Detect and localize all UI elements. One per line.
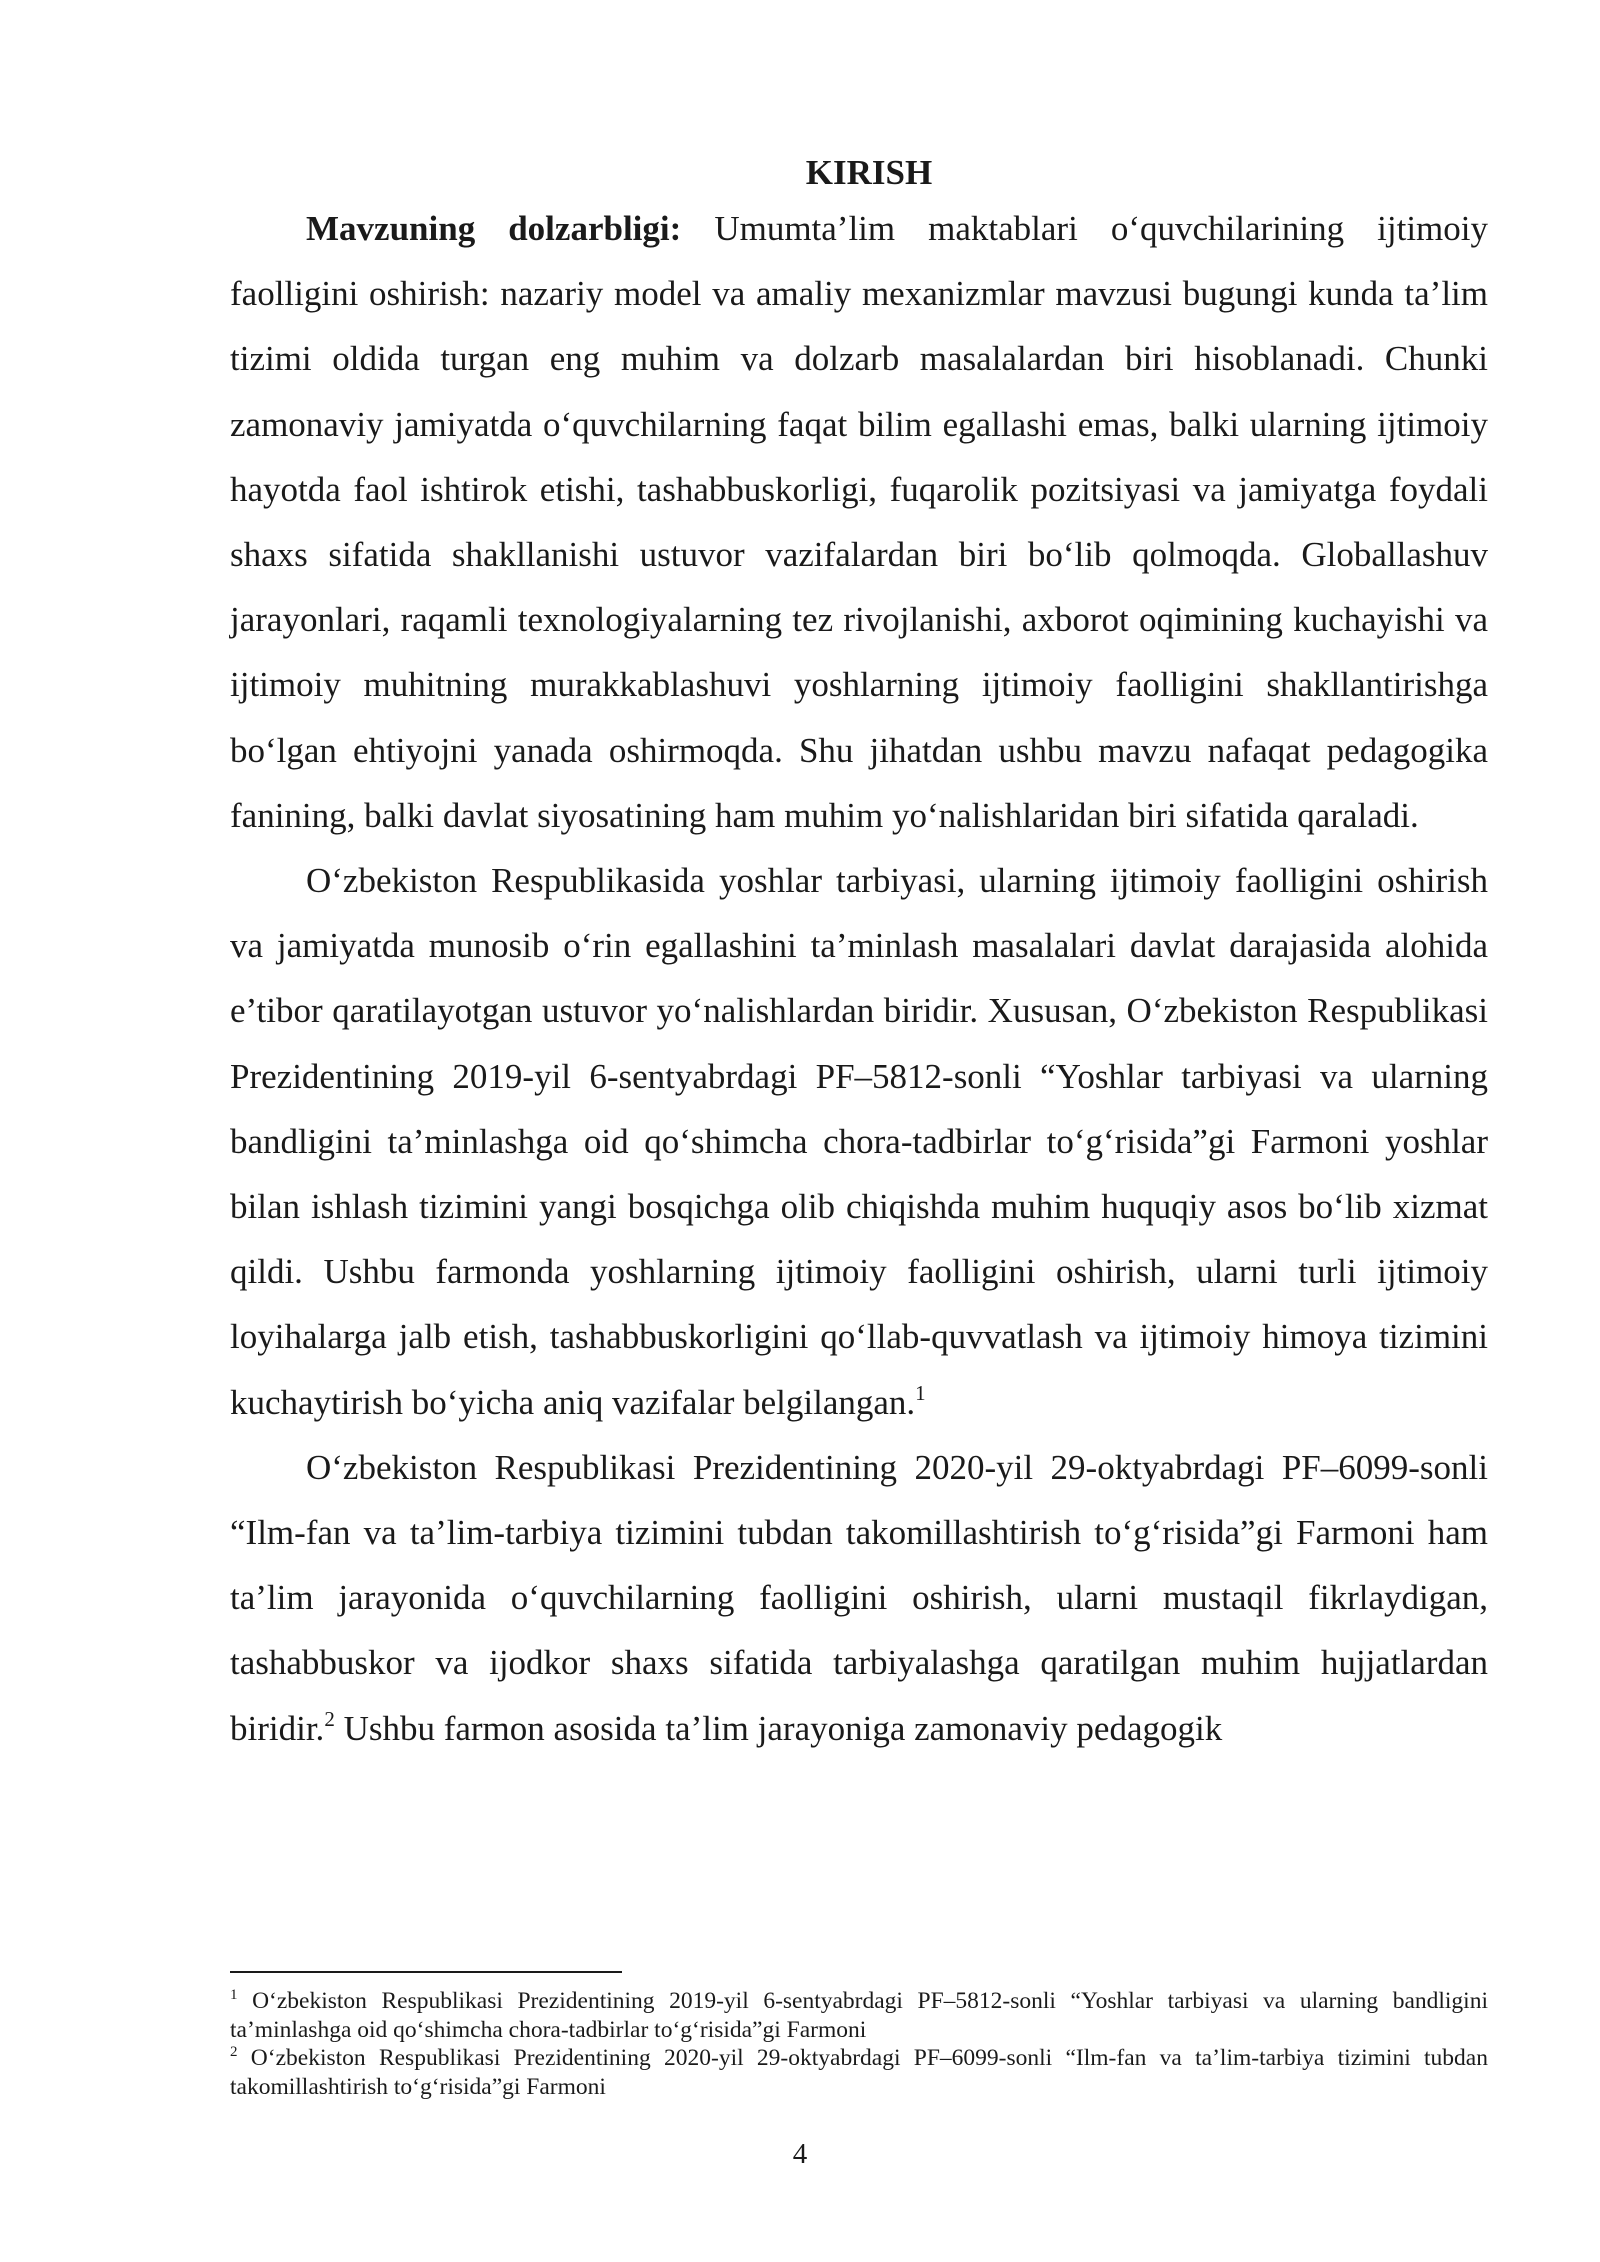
footnote-1 <box>230 1987 1488 2044</box>
footnote-separator <box>230 1971 622 1973</box>
paragraph-decree-5812 <box>230 848 1488 1435</box>
paragraph-lead: Mavzuning dolzarbligi: <box>306 209 682 248</box>
footnote-reference-1[interactable]: 1 <box>915 1380 926 1405</box>
footnote-2 <box>230 2044 1488 2101</box>
paragraph-text-continued: Ushbu farmon asosida ta’lim jarayoniga zamonaviy pedagogik <box>334 1708 1223 1748</box>
paragraph-text: Umumta’lim maktablari o‘quvchilarining ijtimoiy faolligini oshirish: nazariy model va amaliy mexanizmlar mavzusi bugungi kunda ta’lim tizimi oldida turgan eng muhim va dolzarb masalalardan biri hisoblanadi. Chunki zamonaviy jamiyatda o‘quvchilarning faqat bilim egallashi emas, balki ularning ijtimoiy hayotda faol ishtirok etishi, tashabbuskorligi, fuqarolik pozitsiyasi va jamiyatga foydali shaxs sifatida shakllanishi ustuvor vazifalardan biri bo‘lib qolmoqda. Globallashuv jarayonlari, raqamli texnologiyalarning tez rivojlanishi, axborot oqimining kuchayishi va ijtimoiy muhitning murakkablashuvi yoshlarning ijtimoiy faolligini shakllantirishga bo‘lgan ehtiyojni yanada oshirmoqda. Shu jihatdan ushbu mavzu nafaqat pedagogika fanining, balki davlat siyosatining ham muhim yo‘nalishlaridan biri sifatida qaraladi. <box>230 209 1488 835</box>
main-text <box>230 150 1488 1761</box>
footnotes <box>230 1987 1488 2101</box>
paragraph-text: O‘zbekiston Respublikasida yoshlar tarbiyasi, ularning ijtimoiy faolligini oshirish va jamiyatda munosib o‘rin egallashini ta’minlash masalalari davlat darajasida alohida e’tibor qaratilayotgan ustuvor yo‘nalishlardan biridir. Xususan, O‘zbekiston Respublikasi Prezidentining 2019-yil 6-sentyabrdagi PF–5812-sonli “Yoshlar tarbiyasi va ularning bandligini ta’minlashga oid qo‘shimcha chora-tadbirlar to‘g‘risida”gi Farmoni yoshlar bilan ishlash tizimini yangi bosqichga olib chiqishda muhim huquqiy asos bo‘lib xizmat qildi. Ushbu farmonda yoshlarning ijtimoiy faolligini oshirish, ularni turli ijtimoiy loyihalarga jalb etish, tashabbuskorligini qo‘llab-quvvatlash va ijtimoiy himoya tizimini kuchaytirish bo‘yicha aniq vazifalar belgilangan. <box>230 861 1488 1422</box>
paragraph-text: O‘zbekiston Respublikasi Prezidentining 2020-yil 29-oktyabrdagi PF–6099-sonli “Ilm-fan va ta’lim-tarbiya tizimini tubdan takomillashtirish to‘g‘risida”gi Farmoni ham ta’lim jarayonida o‘quvchilarning faolligini oshirish, ularni mustaqil fikrlaydigan, tashabbuskor va ijodkor shaxs sifatida tarbiyalashga qaratilgan muhim hujjatlardan biridir. <box>230 1447 1488 1748</box>
footnote-marker: 2 <box>230 2044 238 2060</box>
paragraph-decree-6099 <box>230 1435 1488 1761</box>
section-title: KIRISH <box>805 153 933 192</box>
footnote-text: O‘zbekiston Respublikasi Prezidentining 2019-yil 6-sentyabrdagi PF–5812-sonli “Yoshlar tarbiyasi va ularning bandligini ta’minlashga oid qo‘shimcha chora-tadbirlar to‘g‘risida”gi Farmoni <box>230 1988 1488 2043</box>
page-number: 4 <box>792 2138 808 2170</box>
paragraph-relevance <box>230 196 1488 848</box>
footnote-text: O‘zbekiston Respublikasi Prezidentining 2020-yil 29-oktyabrdagi PF–6099-sonli “Ilm-fan va ta’lim-tarbiya tizimini tubdan takomillashtirish to‘g‘risida”gi Farmoni <box>230 2045 1488 2100</box>
footnote-marker: 1 <box>230 1987 238 2003</box>
footnote-reference-2[interactable]: 2 <box>324 1706 335 1731</box>
